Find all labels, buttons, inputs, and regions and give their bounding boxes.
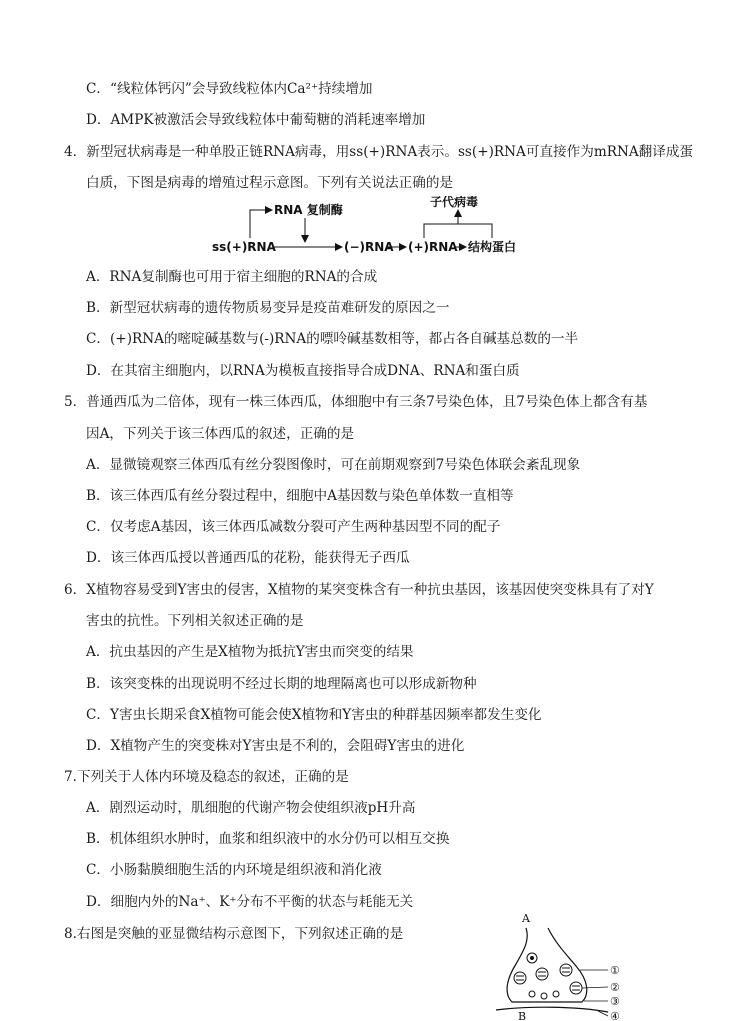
assembly-bracket xyxy=(424,224,492,238)
q6-option-d: D．X植物产生的突变株对Y害虫是不利的，会阻碍Y害虫的进化 xyxy=(86,738,465,754)
q5-option-c: C．仅考虑A基因，该三体西瓜减数分裂可产生两种基因型不同的配子 xyxy=(86,519,501,535)
q6-option-c: C．Y害虫长期采食X植物可能会使X植物和Y害虫的种群基因频率都发生变化 xyxy=(86,707,542,723)
marker-4: ④ xyxy=(610,1010,620,1021)
vesicle-icon xyxy=(560,964,572,976)
vesicle-icon xyxy=(570,982,582,994)
arrow-to-replicase xyxy=(250,210,272,238)
q6-stem-line1: 6．X植物容易受到Y害虫的侵害，X植物的某突变株含有一种抗虫基因，该基因使突变株具有了对Y xyxy=(64,582,654,598)
plus-rna-label: (+)RNA xyxy=(408,240,458,254)
q4-option-d: D．在其宿主细胞内，以RNA为模板直接指导合成DNA、RNA和蛋白质 xyxy=(86,363,520,379)
synapse-label-b: B xyxy=(518,1010,527,1021)
rna-replicase-label: RNA 复制酶 xyxy=(274,203,343,217)
q5-option-d: D．该三体西瓜授以普通西瓜的花粉，能获得无子西瓜 xyxy=(86,550,410,566)
q7-option-c: C．小肠黏膜细胞生活的内环境是组织液和消化液 xyxy=(86,862,382,878)
presynaptic-terminal xyxy=(507,928,587,1002)
vesicle-icon xyxy=(536,968,548,980)
q6-option-b: B．该突变株的出现说明不经过长期的地理隔离也可以形成新物种 xyxy=(86,676,477,692)
q7-stem: 7.下列关于人体内环境及稳态的叙述，正确的是 xyxy=(64,769,349,785)
q5-option-a: A．显微镜观察三体西瓜有丝分裂图像时，可在前期观察到7号染色体联会紊乱现象 xyxy=(86,457,581,473)
synapse-diagram xyxy=(486,908,636,1021)
marker-3: ③ xyxy=(610,995,620,1008)
q7-option-d: D．细胞内外的Na⁺、K⁺分布不平衡的状态与耗能无关 xyxy=(86,894,414,910)
minus-rna-label: (−)RNA xyxy=(344,240,394,254)
synapse-label-a: A xyxy=(522,912,530,925)
q4-stem-line1: 4．新型冠状病毒是一种单股正链RNA病毒，用ss(+)RNA表示。ss(+)RNA可直接作为mRNA翻译成蛋 xyxy=(64,144,694,160)
q4-option-c: C．(+)RNA的嘧啶碱基数与(-)RNA的嘌呤碱基数相等，都占各自碱基总数的一半 xyxy=(86,331,579,347)
virus-replication-diagram xyxy=(210,196,530,266)
q7-option-a: A．剧烈运动时，肌细胞的代谢产物会使组织液pH升高 xyxy=(86,800,416,816)
q8-stem: 8.右图是突触的亚显微结构示意图下，下列叙述正确的是 xyxy=(64,926,404,942)
offspring-virus-label: 子代病毒 xyxy=(430,196,479,209)
q7-option-b: B．机体组织水肿时，血浆和组织液中的水分仍可以相互交换 xyxy=(86,831,450,847)
q5-stem-line1: 5．普通西瓜为二倍体，现有一株三体西瓜，体细胞中有三条7号染色体，且7号染色体上都含有基 xyxy=(64,394,648,410)
vesicle-icon xyxy=(514,972,526,984)
q6-option-a: A．抗虫基因的产生是X植物为抵抗Y害虫而突变的结果 xyxy=(86,644,414,660)
marker-2: ② xyxy=(610,981,620,994)
marker-1: ① xyxy=(610,964,620,977)
q6-stem-line2: 害虫的抗性。下列相关叙述正确的是 xyxy=(86,613,304,629)
q3-option-c: C．“线粒体钙闪”会导致线粒体内Ca²⁺持续增加 xyxy=(86,81,373,97)
ss-plus-rna-label: ss(+)RNA xyxy=(212,240,276,254)
q5-stem-line2: 因A，下列关于该三体西瓜的叙述，正确的是 xyxy=(86,426,355,442)
postsynaptic-membrane xyxy=(496,1007,608,1012)
q4-option-b: B．新型冠状病毒的遗传物质易变异是疫苗难研发的原因之一 xyxy=(86,300,450,316)
q4-stem-line2: 白质，下图是病毒的增殖过程示意图。下列有关说法正确的是 xyxy=(86,175,454,191)
q5-option-b: B．该三体西瓜有丝分裂过程中，细胞中A基因数与染色单体数一直相等 xyxy=(86,488,514,504)
q3-option-d: D．AMPK被激活会导致线粒体中葡萄糖的消耗速率增加 xyxy=(86,112,426,128)
q4-option-a: A．RNA复制酶也可用于宿主细胞的RNA的合成 xyxy=(86,269,378,285)
structural-protein-label: 结构蛋白 xyxy=(468,240,517,254)
